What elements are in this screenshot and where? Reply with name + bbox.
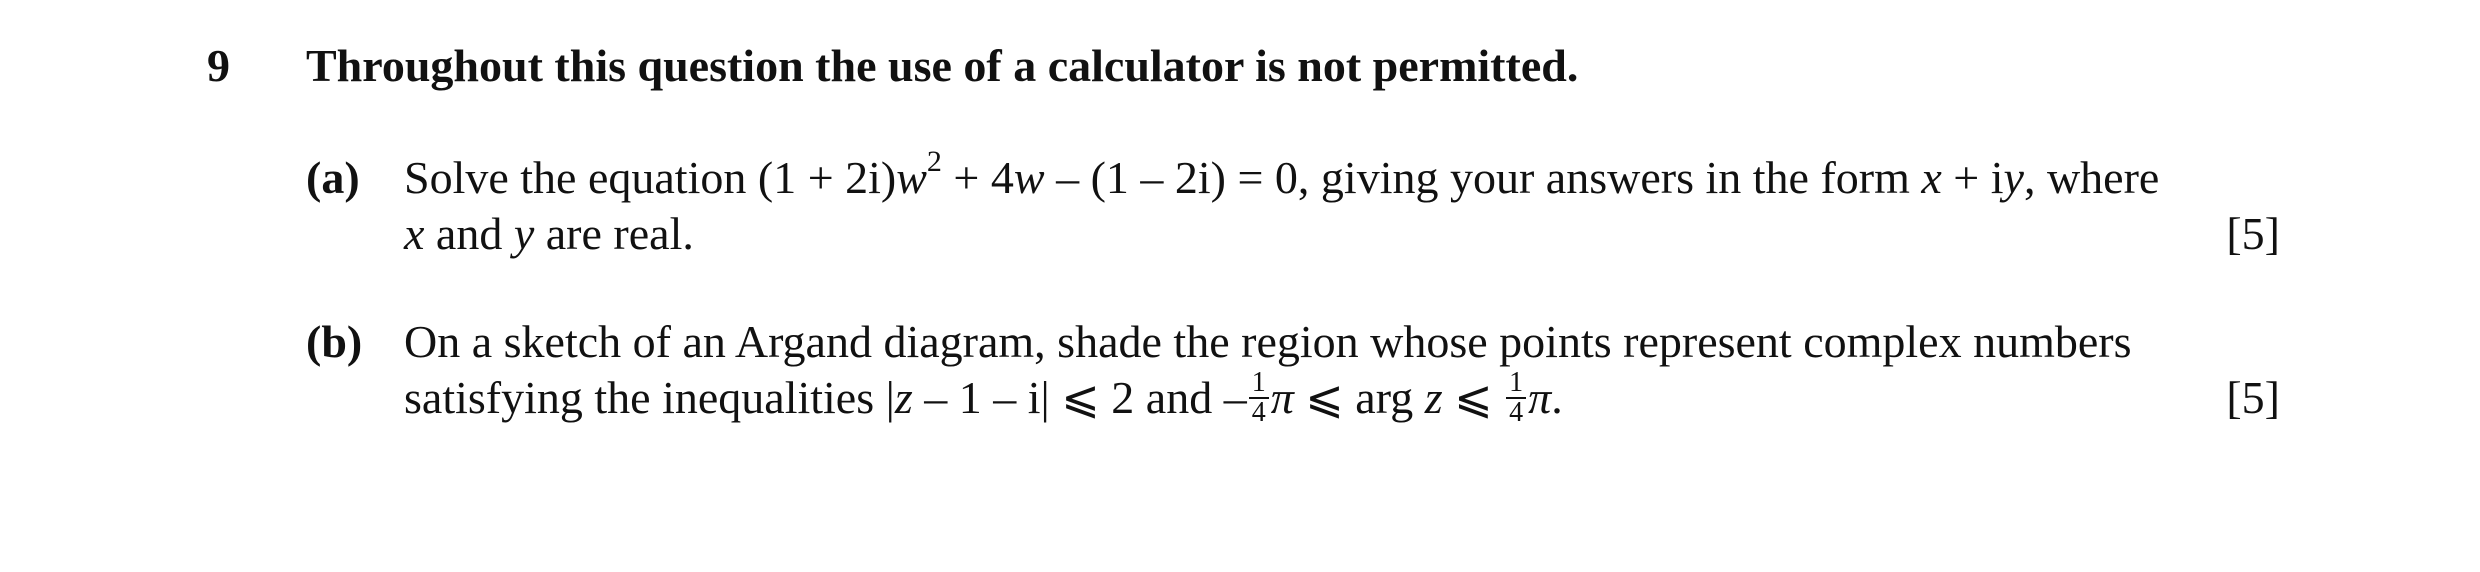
fraction-one-quarter: $\frac{1}{4}$ [1506,369,1526,427]
part-b-label: (b) [306,316,363,367]
part-b-text: On a sketch of an Argand diagram, shade the region whose points represent complex numbers [404,316,2132,367]
part-a-line-2 [404,206,2280,262]
part-b-line-2 [404,367,2280,431]
part-b-body [404,314,2280,431]
part-b-text-cont: satisfying the inequalities |z – 1 – i| ⩽ 2 and – $\frac{1}{4}$ π ⩽ arg z ⩽ $\frac{1}{4}$ π. [404,367,1563,429]
part-b-marks: [5] [2226,372,2280,423]
part-a-label: (a) [306,152,360,203]
question-heading: Throughout this question the use of a calculator is not permitted. [306,40,1579,91]
part-a-line-1 [404,144,2280,206]
part-a-text: Solve the equation $(1 + 2i)w^2 + 4w - (1 - 2i) = 0$, giving your answers in the form x + iy, where [404,144,2160,203]
part-a-marks: [5] [2226,208,2280,259]
part-b-line-1 [404,314,2280,370]
part-a-body [404,144,2280,262]
fraction-one-quarter: $\frac{1}{4}$ [1249,369,1269,427]
question-number: 9 [207,40,230,91]
part-a-text-cont: x and y are real. [404,208,694,259]
